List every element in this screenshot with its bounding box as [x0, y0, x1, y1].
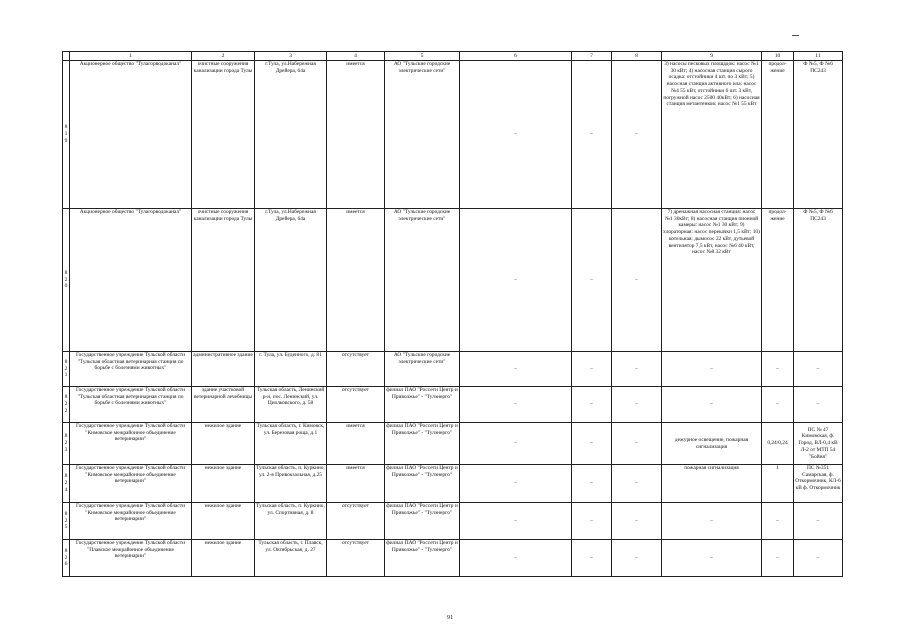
cell-availability: имеется — [327, 61, 385, 209]
cell-grid-company: АО "Тульские городские электрические сети" — [385, 61, 460, 209]
cell-col-7: – — [572, 209, 612, 352]
cell-feeder: Ф №5, Ф №6 ПС243 — [794, 61, 843, 209]
cell-power: – — [762, 352, 794, 387]
cell-address: г.Тула, ул.Набережная Дрейера, 64а — [255, 209, 327, 352]
cell-col-7: – — [572, 503, 612, 540]
row-number: 822 — [63, 387, 70, 423]
cell-object: нежилое здание — [192, 423, 255, 465]
cell-organization: Акционерное общество "Тулагорводоканал" — [70, 209, 192, 352]
cell-power: продол-жение — [762, 209, 794, 352]
cell-address: Тульская область, г. Плавск, ул. Октябрьская, д. 27 — [255, 540, 327, 577]
cell-col-8: – — [612, 503, 662, 540]
page-corner-mark — [792, 35, 799, 36]
cell-address: г.Тула, ул.Набережная Дрейера, 64а — [255, 61, 327, 209]
cell-object: нежилое здание — [192, 540, 255, 577]
cell-col-7: – — [572, 423, 612, 465]
header-col-7: 7 — [572, 52, 612, 61]
cell-col-7: – — [572, 387, 612, 423]
cell-col-7: – — [572, 540, 612, 577]
cell-col-8: – — [612, 387, 662, 423]
cell-address: Тульская область, п. Куркино, ул. Спортивная, д. 8 — [255, 503, 327, 540]
cell-availability: имеется — [327, 423, 385, 465]
header-col-6: 6 — [460, 52, 572, 61]
header-col-1: 1 — [70, 52, 192, 61]
cell-object: нежилое здание — [192, 465, 255, 503]
cell-feeder: Ф №5, Ф №6 ПС243 — [794, 209, 843, 352]
cell-col-6: – — [460, 61, 572, 209]
cell-equipment: пожарная сигнализация — [662, 465, 762, 503]
cell-organization: Государственное учреждение Тульской области "Кимовское межрайонное объединение ветеринарии" — [70, 465, 192, 503]
header-row — [63, 52, 843, 61]
cell-col-6: – — [460, 540, 572, 577]
cell-availability: имеется — [327, 209, 385, 352]
cell-col-7: – — [572, 61, 612, 209]
registry-table — [62, 51, 843, 577]
cell-grid-company: филиал ПАО "Россети Центр и Приволжье" - "Тулэнерго" — [385, 387, 460, 423]
cell-equipment: 3) насосы песковых площадок: насос №1 30 кВт; 4) насосная станция сырого осадка: отстойники 4 шт. по 3 кВт; 5) насосная станция активного ила: насос №4 55 кВт, отстойники 6 шт. 3 кВт, погружной насос 2500 40кВт; 6) насосная станция метантенков: насос №1 55 кВт — [662, 61, 762, 209]
cell-power: продол-жение — [762, 61, 794, 209]
cell-equipment: – — [662, 540, 762, 577]
header-num-cell — [63, 52, 70, 61]
row-number: 819 — [63, 61, 70, 209]
cell-equipment: – — [662, 352, 762, 387]
page-number: 91 — [447, 615, 453, 621]
row-number: 824 — [63, 465, 70, 503]
cell-object: очистные сооружения канализации города Тулы — [192, 61, 255, 209]
row-number: 823 — [63, 423, 70, 465]
cell-object: здание участковой ветеринарной лечебницы — [192, 387, 255, 423]
header-col-9: 9 — [662, 52, 762, 61]
cell-col-8: – — [612, 465, 662, 503]
header-col-8: 8 — [612, 52, 662, 61]
table-row — [63, 209, 843, 352]
cell-col-6: – — [460, 465, 572, 503]
cell-feeder: – — [794, 540, 843, 577]
row-number: 825 — [63, 503, 70, 540]
cell-power: – — [762, 387, 794, 423]
cell-address: Тульская область, г. Кимовск, ул. Березовая роща, д.1 — [255, 423, 327, 465]
cell-feeder: – — [794, 503, 843, 540]
table-row — [63, 352, 843, 387]
cell-equipment: – — [662, 503, 762, 540]
cell-availability: отсутствует — [327, 503, 385, 540]
cell-object: очистные сооружения канализации города Тулы — [192, 209, 255, 352]
table-row — [63, 465, 843, 503]
header-col-11: 11 — [794, 52, 843, 61]
table-row — [63, 503, 843, 540]
cell-col-7: – — [572, 352, 612, 387]
cell-col-7: – — [572, 465, 612, 503]
cell-availability: отсутствует — [327, 540, 385, 577]
cell-grid-company: АО "Тульские городские электрические сети" — [385, 209, 460, 352]
cell-grid-company: филиал ПАО "Россети Центр и Приволжье" - "Тулэнерго" — [385, 503, 460, 540]
header-col-10: 10 — [762, 52, 794, 61]
cell-organization: Государственное учреждение Тульской области "Кимовское межрайонное объединение ветеринарии" — [70, 423, 192, 465]
cell-power: – — [762, 540, 794, 577]
cell-organization: Акционерное общество "Тулагорводоканал" — [70, 61, 192, 209]
cell-col-8: – — [612, 209, 662, 352]
row-number: 820 — [63, 209, 70, 352]
cell-col-8: – — [612, 423, 662, 465]
cell-col-6: – — [460, 503, 572, 540]
cell-col-6: – — [460, 387, 572, 423]
cell-organization: Государственное учреждение Тульской области "Кимовское межрайонное объединение ветеринарии" — [70, 503, 192, 540]
cell-feeder: – — [794, 352, 843, 387]
row-number: 826 — [63, 540, 70, 577]
cell-availability: имеется — [327, 465, 385, 503]
cell-feeder: ПС №351 Самарская, ф. Откормочник, КЛ-6 кВ ф. Откормочник — [794, 465, 843, 503]
cell-equipment: – — [662, 387, 762, 423]
cell-address: Тульская область, п. Куркино, ул. 2-я Привокзальная, д.25 — [255, 465, 327, 503]
cell-grid-company: АО "Тульские городские электрические сети" — [385, 352, 460, 387]
cell-col-8: – — [612, 61, 662, 209]
header-col-2: 2 — [192, 52, 255, 61]
cell-power: 0,24/0,24 — [762, 423, 794, 465]
cell-col-6: – — [460, 352, 572, 387]
cell-col-6: – — [460, 209, 572, 352]
cell-col-8: – — [612, 352, 662, 387]
cell-object: нежилое здание — [192, 503, 255, 540]
header-col-3: 3 — [255, 52, 327, 61]
header-col-4: 4 — [327, 52, 385, 61]
cell-availability: отсутствует — [327, 387, 385, 423]
cell-equipment: 7) дренажная насосная станция: насос №1 30кВт; 8) насосная станция пионной камеры: насос №1 30 кВт; 9) хлораторная: насос перекачки 1,5 кВт; 10) котельная: дымосос 22 кВт, дутьевой вентилятор 7,5 кВт, насос №6 40 кВт, насос №8 32 кВт — [662, 209, 762, 352]
cell-grid-company: филиал ПАО "Россети Центр и Приволжье" - "Тулэнерго" — [385, 423, 460, 465]
row-number: 821 — [63, 352, 70, 387]
cell-organization: Государственное учреждение Тульской области "Тульская областная ветеринарная станция по борьбе с болезнями животных" — [70, 387, 192, 423]
cell-grid-company: филиал ПАО "Россети Центр и Приволжье" - "Тулэнерго" — [385, 540, 460, 577]
table-row — [63, 540, 843, 577]
cell-power: 1 — [762, 465, 794, 503]
cell-organization: Государственное учреждение Тульской области "Тульская областная ветеринарная станция по борьбе с болезнями животных" — [70, 352, 192, 387]
cell-power: – — [762, 503, 794, 540]
cell-equipment: дежурное освещение, пожарная сигнализация — [662, 423, 762, 465]
cell-col-8: – — [612, 540, 662, 577]
cell-feeder: – — [794, 387, 843, 423]
table-row — [63, 61, 843, 209]
cell-feeder: ПС № 47 Кимовская, ф. Город, ВЛ-0,4 кВ Л-2 от МТП 54 "Бойня" — [794, 423, 843, 465]
cell-organization: Государственное учреждение Тульской области "Плавское межрайонное объединение ветеринарии" — [70, 540, 192, 577]
table-row — [63, 423, 843, 465]
cell-col-6: – — [460, 423, 572, 465]
cell-grid-company: филиал ПАО "Россети Центр и Приволжье" - "Тулэнерго" — [385, 465, 460, 503]
cell-availability: отсутствует — [327, 352, 385, 387]
cell-address: Тульская область, Ленинский р-н, пос. Ленинский, ул. Циолковского, д. 58 — [255, 387, 327, 423]
table-row — [63, 387, 843, 423]
cell-address: г. Тула, ул. Буденного, д. 81 — [255, 352, 327, 387]
cell-object: административное здание — [192, 352, 255, 387]
header-col-5: 5 — [385, 52, 460, 61]
